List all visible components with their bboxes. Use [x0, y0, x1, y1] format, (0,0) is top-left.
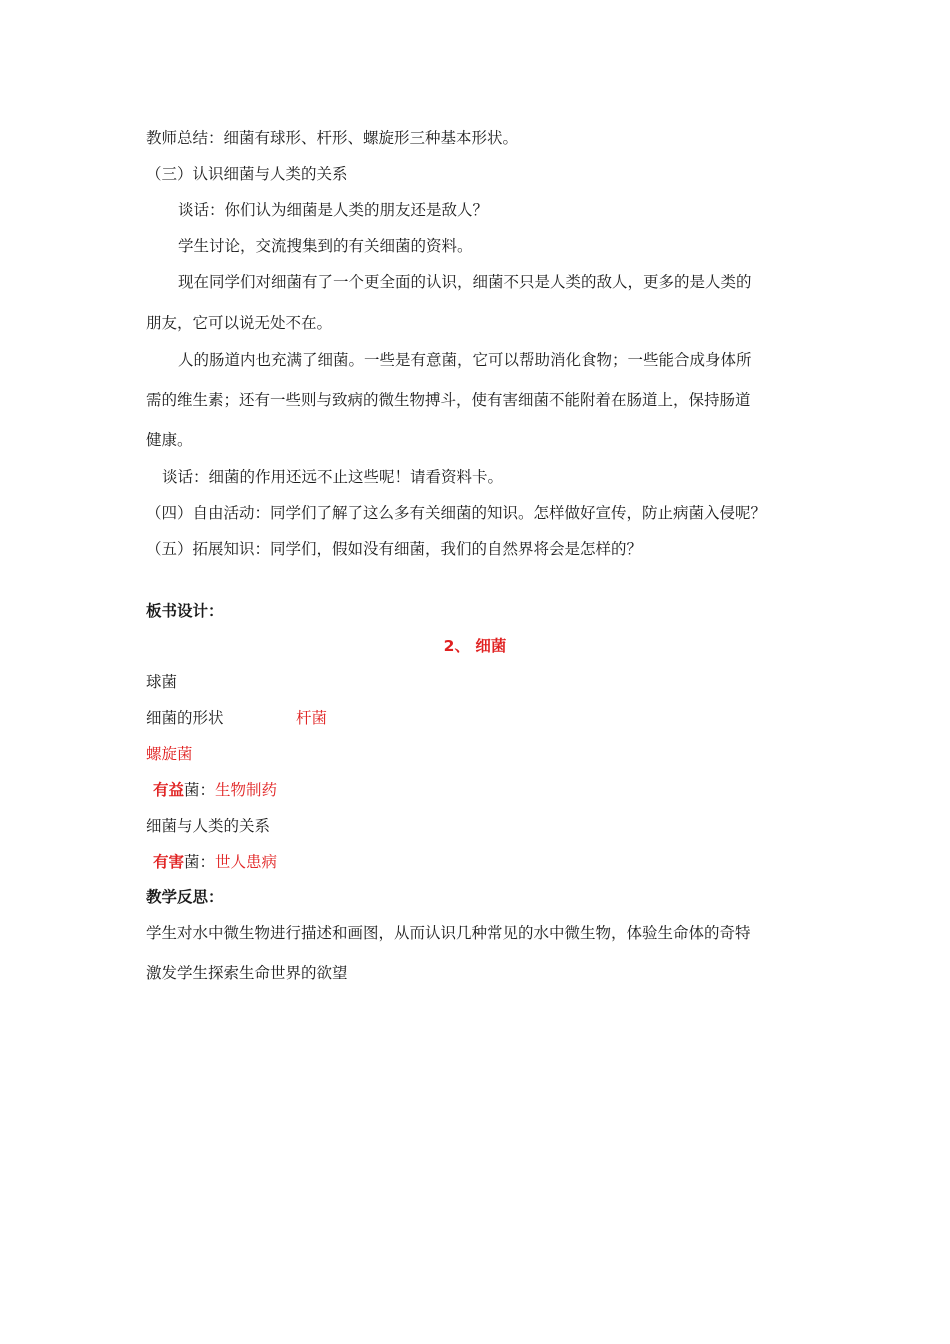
shape-spiral-bacteria: 螺旋菌: [146, 745, 193, 763]
section-3-title: （三）认识细菌与人类的关系: [146, 165, 348, 183]
reflection-heading: 教学反思：: [146, 888, 224, 906]
harmful-prefix: 有害: [153, 853, 185, 871]
shape-label: 细菌的形状: [146, 709, 224, 727]
student-discussion: 学生讨论，交流搜集到的有关细菌的资料。: [178, 237, 473, 255]
paragraph-2-line-2: 需的维生素；还有一些则与致病的微生物搏斗，使有害细菌不能附着在肠道上，保持肠道: [146, 391, 751, 409]
paragraph-1-line-1: 现在同学们对细菌有了一个更全面的认识，细菌不只是人类的敌人，更多的是人类的: [178, 273, 752, 291]
section-5: （五）拓展知识：同学们，假如没有细菌，我们的自然界将会是怎样的？: [146, 540, 643, 558]
harmful-suffix: 菌：: [184, 853, 216, 871]
reflection-line-2: 激发学生探索生命世界的欲望: [146, 964, 348, 982]
shape-rod-bacteria: 杆菌: [296, 709, 328, 727]
paragraph-2-line-1: 人的肠道内也充满了细菌。一些是有意菌，它可以帮助消化食物；一些能合成身体所: [178, 351, 752, 369]
harmful-bacteria-row: [153, 852, 277, 872]
talk-resource-card: 谈话：细菌的作用还远不止这些呢！请看资料卡。: [162, 468, 504, 486]
talk-question: 谈话：你们认为细菌是人类的朋友还是敌人？: [178, 201, 489, 219]
relation-label: 细菌与人类的关系: [146, 817, 271, 835]
beneficial-use: 生物制药: [215, 781, 278, 799]
paragraph-1-line-2: 朋友，它可以说无处不在。: [146, 314, 333, 332]
teacher-summary: 教师总结：细菌有球形、杆形、螺旋形三种基本形状。: [146, 129, 519, 147]
paragraph-2-line-3: 健康。: [146, 431, 193, 449]
board-title: 2、 细菌: [443, 637, 507, 655]
beneficial-suffix: 菌：: [184, 781, 216, 799]
harmful-effect: 世人患病: [215, 853, 278, 871]
shape-ball-bacteria: 球菌: [146, 673, 178, 691]
section-4: （四）自由活动：同学们了解了这么多有关细菌的知识。怎样做好宣传，防止病菌入侵呢？: [146, 504, 767, 522]
beneficial-bacteria-row: [153, 780, 277, 800]
beneficial-prefix: 有益: [153, 781, 185, 799]
board-design-heading: 板书设计：: [146, 602, 224, 620]
reflection-line-1: 学生对水中微生物进行描述和画图，从而认识几种常见的水中微生物，体验生命体的奇特: [146, 924, 751, 942]
